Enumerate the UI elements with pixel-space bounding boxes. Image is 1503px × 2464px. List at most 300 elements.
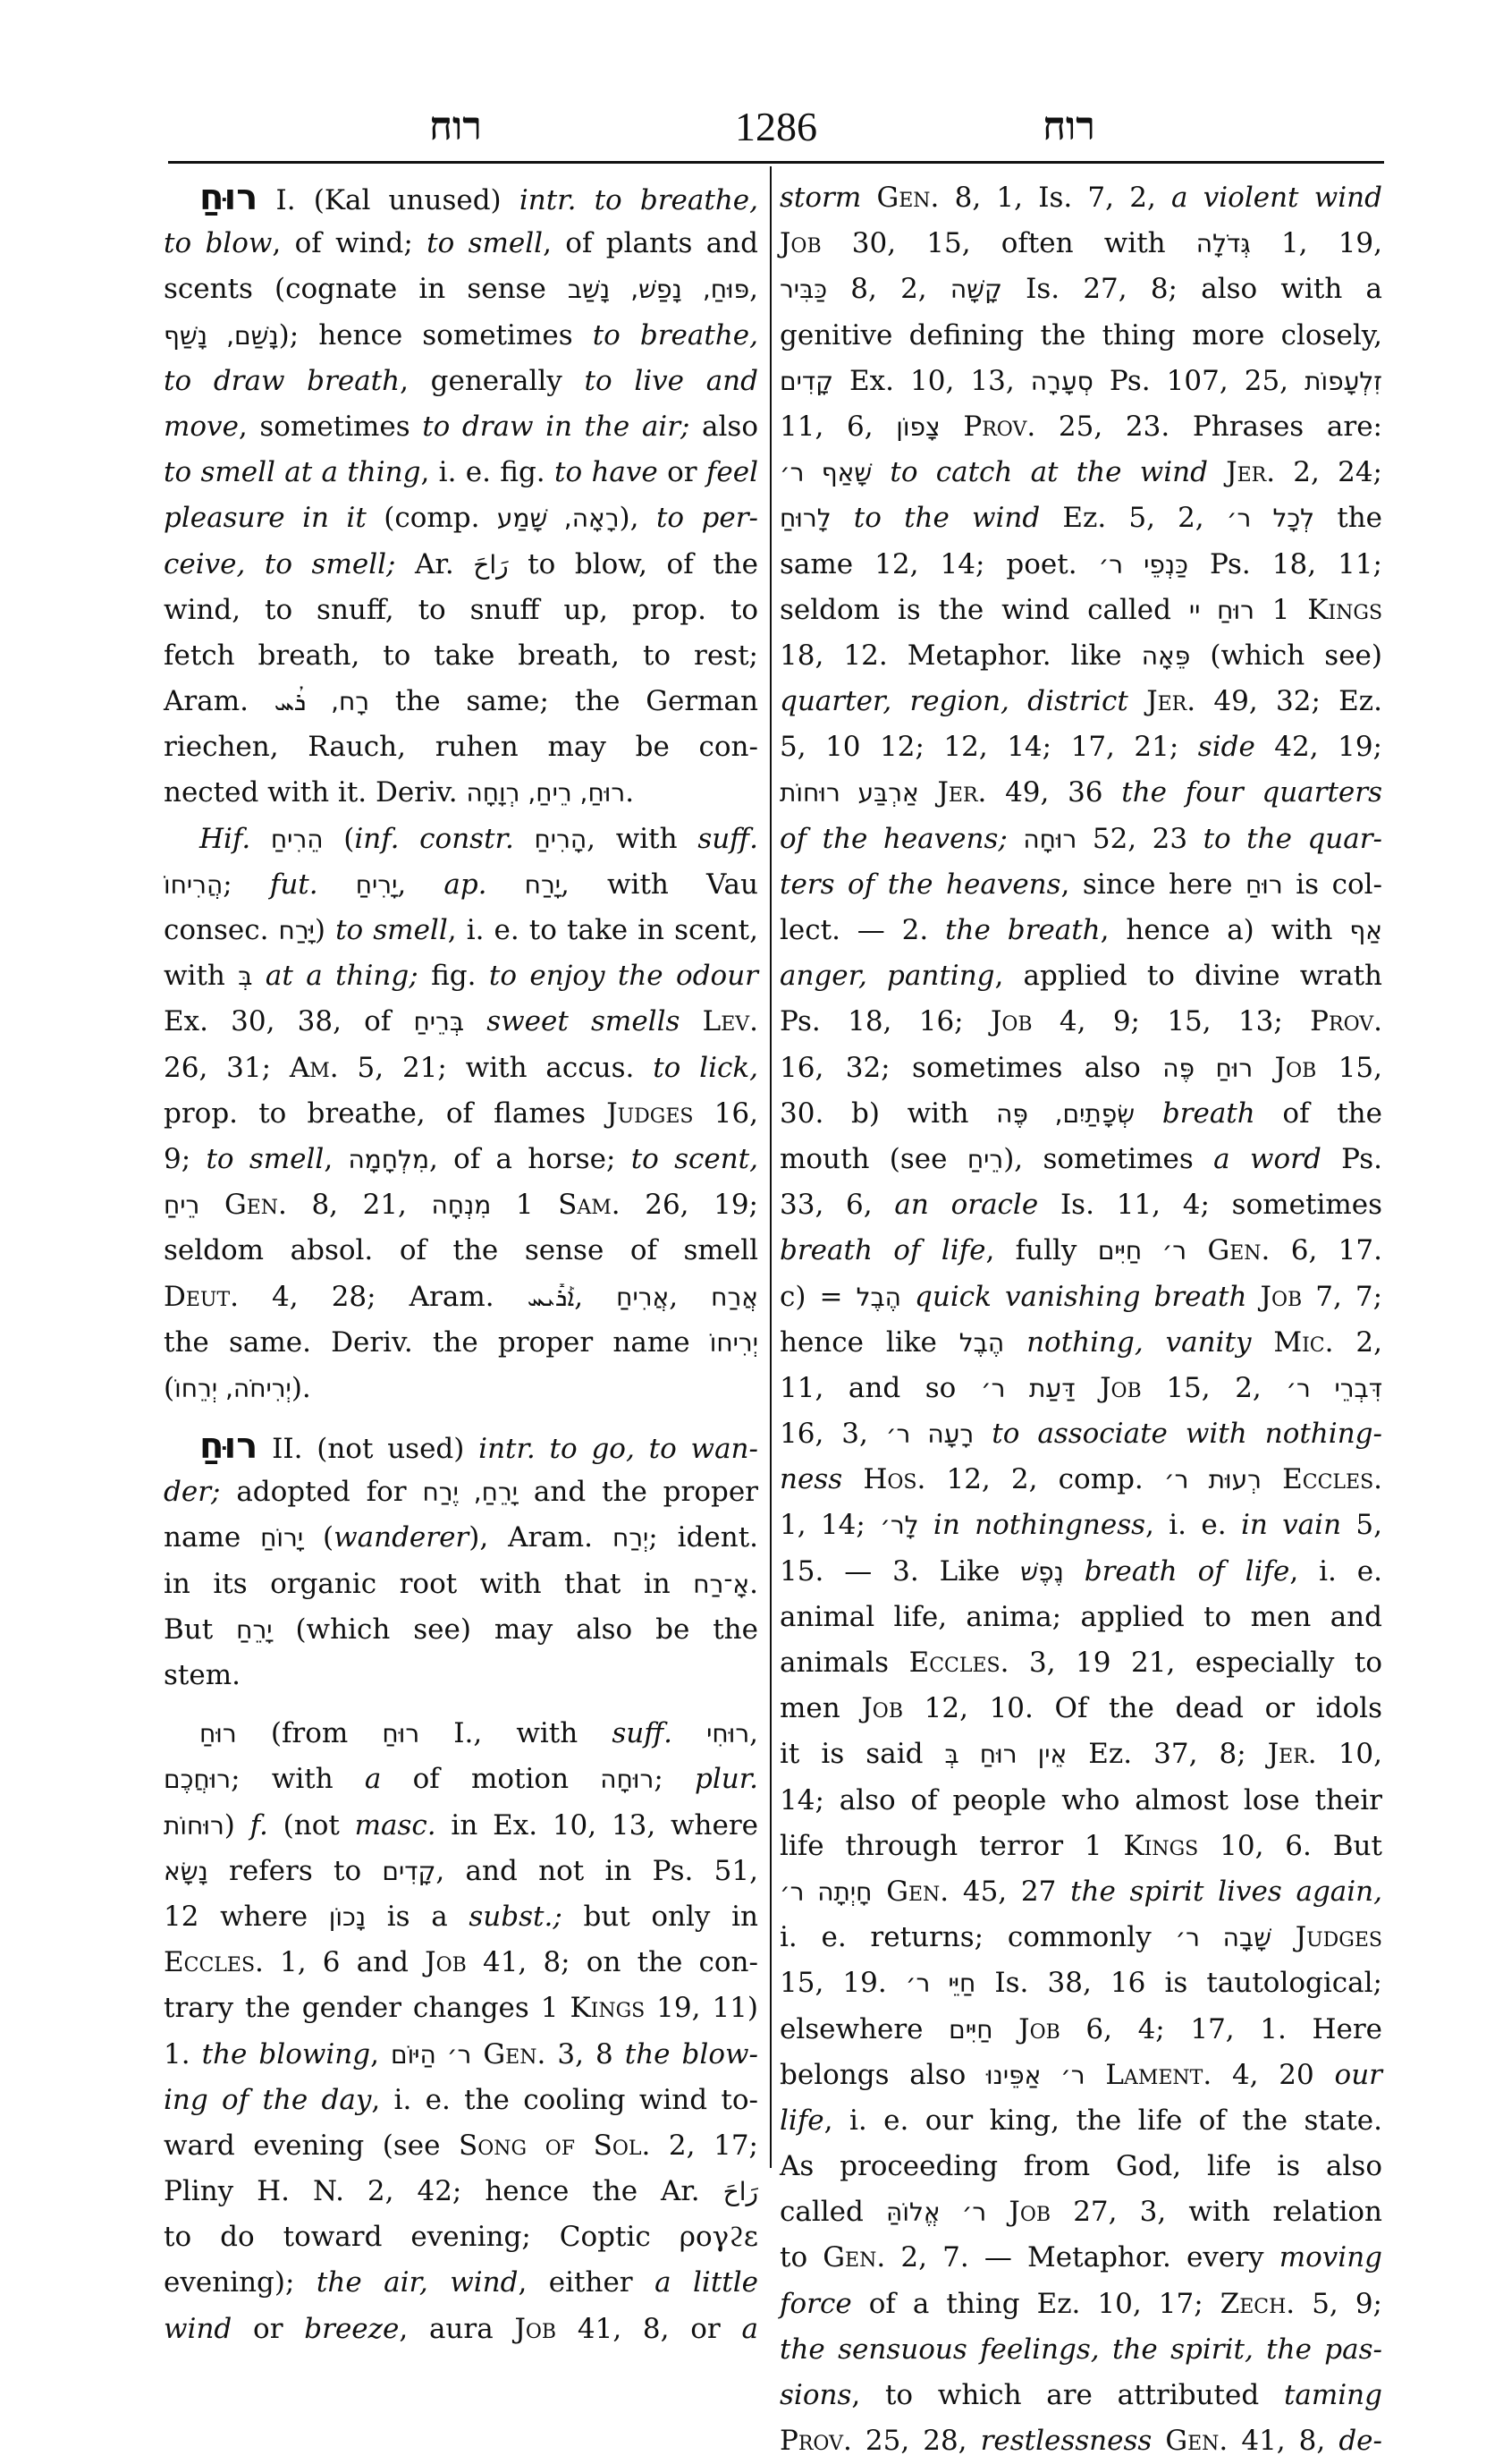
- right-column: [780, 175, 1382, 2464]
- hebrew-word: רוּחַ, רֵיחַ, רְוָחָה: [466, 778, 626, 809]
- text-span: of motion: [381, 1763, 601, 1796]
- text-span: refers to: [207, 1854, 383, 1887]
- text-span: 1: [491, 1189, 559, 1222]
- text-span: , of plants and: [543, 227, 758, 260]
- book-reference: Job: [1100, 1371, 1142, 1404]
- text-span: the: [1314, 502, 1383, 535]
- text-span: Ex. 30, 38, of: [164, 1005, 414, 1038]
- hebrew-word: רוּחָה: [600, 1765, 654, 1795]
- hebrew-word: חַיֵּי ר׳: [905, 1969, 976, 1999]
- text-line: [164, 313, 758, 359]
- text-span: to scent,: [630, 1142, 758, 1175]
- text-span: to: [780, 2241, 823, 2274]
- text-span: i. e. returns; commonly: [780, 1921, 1176, 1954]
- text-line: [780, 1182, 1382, 1228]
- book-reference: Job: [1018, 2012, 1060, 2045]
- hebrew-word: רוּחַ: [199, 1719, 237, 1749]
- book-reference: Kings: [1307, 593, 1383, 626]
- text-span: , i. e. fig.: [420, 456, 554, 489]
- text-span: (: [164, 1371, 175, 1404]
- text-span: , sometimes: [238, 410, 423, 443]
- text-line: [164, 1320, 758, 1366]
- text-span: Ar.: [395, 547, 474, 580]
- text-line: [164, 1228, 758, 1274]
- text-span: trary the gender changes 1: [164, 1992, 570, 2025]
- text-line: [780, 1091, 1382, 1137]
- text-span: [919, 776, 938, 809]
- text-span: c) =: [780, 1280, 857, 1313]
- text-line: [164, 2123, 758, 2169]
- text-span: suff.: [612, 1717, 673, 1750]
- text-span: , of wind;: [272, 227, 427, 260]
- text-span: 41, 8; on the con-: [466, 1946, 758, 1979]
- text-span: 3, 8: [545, 2037, 625, 2070]
- hebrew-word: שְׂפָתַיִם, פֶּה: [996, 1098, 1136, 1129]
- text-span: force: [780, 2287, 852, 2320]
- text-span: 4, 20: [1212, 2058, 1335, 2091]
- text-span: seldom absol. of the sense of smell: [164, 1234, 758, 1267]
- text-span: Ex. 10, 13,: [833, 364, 1031, 397]
- text-span: to live and: [584, 364, 758, 397]
- hebrew-word: רֵיחַ: [967, 1144, 1004, 1174]
- text-span: .: [749, 1567, 758, 1600]
- text-line: [164, 404, 758, 450]
- hebrew-word: קָדִים: [382, 1856, 436, 1886]
- text-line: [164, 1469, 758, 1515]
- hebrew-word: יְרַח: [612, 1523, 649, 1554]
- text-span: 8, 1, Is. 7, 2,: [939, 182, 1172, 214]
- text-line: [780, 1869, 1382, 1915]
- text-span: to the quar-: [1203, 822, 1382, 855]
- text-span: (which see) may also be the: [272, 1613, 758, 1646]
- text-span: breath of life: [1084, 1554, 1290, 1588]
- text-span: 5, 9;: [1295, 2287, 1382, 2320]
- text-span: ward evening (see: [164, 2129, 460, 2162]
- text-span: an oracle: [894, 1189, 1039, 1222]
- text-line: [780, 1732, 1382, 1777]
- text-span: [993, 2013, 1019, 2045]
- hebrew-word: פּוּחַ, נָפַשׁ, נָשַׁב: [567, 275, 750, 305]
- hebrew-word: כַּבִּיר: [780, 275, 828, 305]
- text-line: [780, 2007, 1382, 2053]
- book-reference: Gen.: [876, 182, 940, 214]
- text-span: [1076, 1372, 1101, 1404]
- book-reference: Gen.: [483, 2037, 546, 2070]
- text-span: 2, 17;: [650, 2129, 758, 2162]
- text-line: [164, 2214, 758, 2260]
- text-span: pleasure in it: [164, 502, 367, 535]
- text-span: restlessness: [980, 2425, 1153, 2458]
- text-line: [780, 221, 1382, 267]
- hebrew-word: רוּחִי: [706, 1719, 750, 1749]
- text-line: [780, 999, 1382, 1045]
- text-span: 16, 3,: [780, 1418, 886, 1451]
- text-line: [164, 1653, 758, 1698]
- text-span: the same. Deriv. the proper name: [164, 1325, 710, 1359]
- text-line: [780, 908, 1382, 953]
- text-span: evening);: [164, 2266, 317, 2299]
- text-line: [780, 2235, 1382, 2281]
- text-span: name: [164, 1521, 261, 1554]
- book-reference: Eccles.: [1282, 1463, 1383, 1496]
- text-span: [199, 1189, 224, 1221]
- text-span: [1008, 823, 1023, 855]
- text-span: , applied to divine wrath: [994, 960, 1383, 993]
- text-span: , i. e. to take in scent,: [447, 914, 758, 946]
- text-span: 26, 31;: [164, 1051, 290, 1084]
- text-span: same 12, 14; poet.: [780, 547, 1099, 580]
- text-span: 33, 6,: [780, 1189, 895, 1222]
- text-span: [250, 823, 271, 855]
- book-reference: Lament.: [1105, 2058, 1212, 2091]
- text-span: 16,: [693, 1097, 758, 1130]
- text-span: ).: [291, 1371, 311, 1404]
- text-span: der;: [164, 1476, 221, 1509]
- hebrew-word: סְעָרָה: [1030, 366, 1093, 396]
- text-span: Ps. 18, 11;: [1187, 547, 1383, 580]
- text-span: , with Vau: [561, 868, 758, 901]
- text-span: ; with: [231, 1763, 365, 1796]
- text-line: [780, 2053, 1382, 2098]
- text-span: , with: [587, 822, 698, 855]
- text-span: storm: [780, 182, 862, 214]
- text-span: 4, 9; 15, 13;: [1032, 1005, 1311, 1038]
- hebrew-word: חָיְתָה ר׳: [780, 1876, 873, 1907]
- text-span: 49, 32; Ez.: [1195, 685, 1382, 718]
- hebrew-word: הֲרִיחוֹ: [164, 869, 224, 900]
- text-span: [842, 1463, 863, 1495]
- text-line: [780, 1411, 1382, 1457]
- text-span: Is. 38, 16 is tautological;: [975, 1967, 1382, 2000]
- text-span: called: [780, 2196, 887, 2229]
- text-span: [318, 868, 356, 901]
- text-span: f.: [249, 1808, 268, 1842]
- text-span: 42, 19;: [1254, 731, 1382, 764]
- text-line: [780, 1686, 1382, 1732]
- left-column: [164, 175, 758, 2352]
- text-span: 8, 2,: [827, 273, 950, 306]
- text-line: [164, 1046, 758, 1091]
- hebrew-word: גְּדֹלָה: [1195, 229, 1251, 259]
- hebrew-word: רָאָה, שָׁמַע: [496, 504, 620, 534]
- text-span: quarter, region, district: [780, 685, 1128, 718]
- text-span: de-: [1338, 2425, 1382, 2458]
- text-span: lect. — 2.: [780, 914, 946, 946]
- text-span: 14; also of people who almost lose their: [780, 1783, 1382, 1816]
- text-span: ); hence sometimes: [278, 318, 593, 351]
- text-span: hence like: [780, 1325, 959, 1359]
- book-reference: Job: [990, 1005, 1033, 1038]
- book-reference: Job: [425, 1946, 467, 1979]
- hebrew-word: אָ־רַח: [693, 1569, 750, 1599]
- text-line: [780, 1274, 1382, 1320]
- hebrew-word: חַיִּים: [949, 2014, 993, 2045]
- text-span: sweet smells: [486, 1005, 680, 1038]
- text-line: [164, 1091, 758, 1137]
- text-span: the blow-: [624, 2037, 758, 2070]
- hebrew-word: הֶבֶל: [856, 1282, 901, 1312]
- text-span: move: [164, 410, 239, 443]
- hebrew-word: הָרִיחַ: [534, 824, 587, 854]
- text-span: or: [232, 2312, 305, 2345]
- book-reference: Eccles.: [908, 1647, 1009, 1679]
- book-reference: Song of Sol.: [459, 2129, 651, 2162]
- book-reference: Jer.: [937, 776, 987, 809]
- text-span: , generally: [400, 364, 585, 397]
- hebrew-word: יָרַח: [524, 869, 562, 900]
- text-span: ness: [780, 1463, 843, 1496]
- text-line: [164, 1607, 758, 1653]
- text-span: [1271, 1921, 1296, 1953]
- text-span: 15, 19.: [780, 1967, 906, 2000]
- text-span: [514, 823, 535, 855]
- text-span: , i. e.: [1145, 1509, 1241, 1542]
- hebrew-word: מִנְחָה: [431, 1190, 492, 1221]
- text-span: 41, 8,: [1228, 2425, 1339, 2458]
- text-span: of a thing Ez. 10, 17;: [851, 2287, 1220, 2320]
- hebrew-word: זִלְעָפוֹת: [1305, 366, 1382, 396]
- text-span: [872, 456, 890, 488]
- text-span: in nothingness: [933, 1509, 1146, 1542]
- hebrew-word: רֵיחַ: [164, 1190, 200, 1221]
- text-line: [164, 2307, 758, 2352]
- text-span: animal life, anima; applied to men and: [780, 1600, 1382, 1633]
- hebrew-word: רָח, ܪܳܚ: [274, 687, 370, 717]
- text-span: men: [780, 1692, 862, 1725]
- text-line: [780, 2282, 1382, 2327]
- hebrew-word: צָפוֹן: [896, 411, 941, 442]
- text-line: [780, 313, 1382, 359]
- text-span: 5, 10 12; 12, 14; 17, 21;: [780, 731, 1198, 764]
- header-rule: [168, 161, 1384, 164]
- hebrew-word: רוּחַ פֶּה: [1162, 1053, 1254, 1083]
- text-span: to have: [554, 456, 658, 489]
- text-span: to blow, of the: [508, 547, 758, 580]
- text-span: to do toward evening; Coptic: [164, 2221, 680, 2254]
- text-span: (comp.: [366, 502, 497, 535]
- hebrew-word: נָכוֹן: [328, 1901, 367, 1932]
- text-line: [164, 724, 758, 770]
- text-span: fut.: [269, 868, 318, 901]
- text-span: a violent wind: [1171, 182, 1382, 214]
- text-line: [780, 724, 1382, 770]
- text-line: [164, 633, 758, 679]
- book-reference: Kings: [570, 1992, 646, 2025]
- text-span: [680, 1005, 702, 1037]
- book-reference: Job: [514, 2312, 557, 2345]
- hebrew-word: ר׳ אַפֵּינוּ: [986, 2060, 1085, 2090]
- text-span: 1.: [164, 2037, 202, 2070]
- text-line: [164, 1562, 758, 1607]
- text-line: [780, 495, 1382, 541]
- text-line: [164, 817, 758, 862]
- text-span: to enjoy the odour: [488, 960, 758, 993]
- hebrew-word: מִלְחָמָה: [348, 1144, 429, 1174]
- text-span: scents (cognate in sense: [164, 273, 568, 306]
- text-span: 52, 23: [1077, 822, 1203, 855]
- text-span: , and not in Ps. 51,: [435, 1854, 758, 1887]
- text-span: , either: [518, 2266, 655, 2299]
- text-line: [164, 1849, 758, 1894]
- text-span: intr. to breathe,: [519, 184, 758, 216]
- text-span: ,: [669, 1280, 712, 1313]
- text-span: ap.: [443, 868, 487, 901]
- text-span: sions: [780, 2379, 852, 2411]
- book-reference: Lev.: [702, 1005, 759, 1038]
- text-span: [1246, 1281, 1260, 1313]
- text-span: ), sometimes: [1003, 1142, 1214, 1175]
- text-span: [1004, 1326, 1026, 1359]
- text-span: 30. b) with: [780, 1097, 997, 1130]
- book-reference: Judges: [1295, 1921, 1382, 1954]
- text-span: [901, 1281, 915, 1313]
- hebrew-word: רוּחַ: [199, 177, 258, 218]
- text-line: [780, 2327, 1382, 2373]
- hebrew-word: אֵין רוּחַ בְּ: [944, 1740, 1068, 1770]
- text-span: is col-: [1282, 868, 1382, 901]
- text-line: [780, 588, 1382, 633]
- hebrew-word: ר׳ חַיִּים: [1097, 1236, 1187, 1266]
- text-line: [780, 817, 1382, 862]
- text-span: 9;: [164, 1142, 207, 1175]
- text-span: with: [164, 960, 239, 993]
- hebrew-word: יָרֵחַ, יֶרַח: [422, 1478, 519, 1508]
- text-line: [780, 2189, 1382, 2235]
- text-span: fetch breath, to take breath, to rest;: [164, 639, 758, 672]
- text-span: ρογϩε: [679, 2221, 758, 2254]
- text-span: and the proper: [518, 1476, 758, 1509]
- text-span: 5, 21; with accus.: [338, 1051, 654, 1084]
- text-line: [164, 1515, 758, 1561]
- text-span: 12, 10. Of the dead or idols: [903, 1692, 1383, 1725]
- text-span: to smell at a thing: [164, 456, 421, 489]
- text-span: wind, to snuff, to snuff up, prop. to: [164, 593, 758, 626]
- text-line: [164, 359, 758, 404]
- text-span: ceive, to smell;: [164, 547, 396, 580]
- text-span: [986, 2196, 1009, 2228]
- text-span: 6, 17.: [1270, 1234, 1382, 1267]
- text-span: 15, 2,: [1141, 1371, 1287, 1404]
- text-line: [780, 1595, 1382, 1640]
- text-span: quick vanishing breath: [915, 1280, 1247, 1313]
- text-span: , fully: [985, 1234, 1098, 1267]
- header-catchword-right: רוח: [1043, 104, 1095, 149]
- text-line: [780, 1549, 1382, 1595]
- text-line: [164, 770, 758, 816]
- text-span: [1135, 1097, 1162, 1130]
- text-span: 1, 19,: [1250, 227, 1382, 260]
- text-line: [780, 175, 1382, 221]
- text-span: 1, 14;: [780, 1509, 881, 1542]
- text-line: [164, 1182, 758, 1228]
- text-span: mouth (see: [780, 1142, 967, 1175]
- text-line: [780, 1366, 1382, 1411]
- text-span: 11, and so: [780, 1371, 981, 1404]
- text-span: also: [689, 410, 758, 443]
- hebrew-word: שָׁאַף ר׳: [780, 458, 873, 488]
- text-line: [780, 404, 1382, 450]
- text-span: 18, 12. Metaphor. like: [780, 639, 1142, 672]
- text-line: [164, 1894, 758, 1940]
- text-span: elsewhere: [780, 2012, 950, 2045]
- hebrew-word: רוּחָה: [1023, 824, 1077, 854]
- book-reference: Job: [1009, 2196, 1051, 2229]
- text-line: [780, 267, 1382, 312]
- text-span: to smell: [206, 1142, 325, 1175]
- text-line: [164, 267, 758, 312]
- text-span: inf. constr.: [354, 822, 514, 855]
- hebrew-word: רוּחַ יי: [1188, 595, 1254, 625]
- text-line: [164, 1274, 758, 1320]
- text-span: nected with it. Deriv.: [164, 776, 467, 809]
- book-reference: Mic.: [1273, 1325, 1334, 1359]
- hebrew-word: יָרֵחַ: [236, 1614, 273, 1645]
- text-span: in its organic root with that in: [164, 1567, 694, 1600]
- text-span: ), Aram.: [469, 1521, 612, 1554]
- hebrew-word: נָשָׂא: [164, 1856, 208, 1886]
- text-line: [164, 1366, 758, 1411]
- hebrew-word: רְעוּת ר׳: [1163, 1465, 1262, 1495]
- text-span: [471, 2038, 483, 2070]
- book-reference: Deut.: [164, 1280, 239, 1313]
- text-span: 25, 23. Phrases are:: [1035, 410, 1382, 443]
- text-span: Pliny H. N. 2, 42; hence the Ar.: [164, 2175, 723, 2208]
- hebrew-word: יְרִיחוֹ: [709, 1327, 758, 1358]
- text-span: life: [780, 2104, 824, 2137]
- text-span: , i. e. our king, the life of the state.: [823, 2104, 1382, 2137]
- text-span: to breathe,: [592, 318, 758, 351]
- text-span: taming: [1283, 2379, 1382, 2411]
- text-span: Ps.: [1321, 1142, 1382, 1175]
- hebrew-word: לָרוּחַ: [780, 504, 832, 534]
- text-span: 7, 7;: [1302, 1280, 1383, 1313]
- hebrew-word: יָרוֹחַ: [260, 1523, 304, 1554]
- text-line: [780, 1778, 1382, 1824]
- text-span: 10, 6. But: [1198, 1829, 1382, 1862]
- text-span: Ez. 37, 8;: [1067, 1738, 1268, 1771]
- text-span: 4, 28; Aram.: [238, 1280, 528, 1313]
- text-span: in Ex. 10, 13, where: [435, 1808, 758, 1842]
- text-span: animals: [780, 1647, 909, 1679]
- hebrew-word: אֲרִיחַ: [616, 1282, 670, 1312]
- text-span: 6, 4; 17, 1. Here: [1060, 2012, 1382, 2045]
- text-line: [780, 1228, 1382, 1274]
- text-line: [164, 2169, 758, 2214]
- text-span: genitive defining the thing more closely,: [780, 318, 1382, 351]
- text-span: 15. — 3. Like: [780, 1554, 1021, 1588]
- hebrew-word: רוּחַ: [382, 1719, 420, 1749]
- text-span: Hif.: [199, 822, 251, 855]
- text-line: [780, 1320, 1382, 1366]
- hebrew-word: לְכָל ר׳: [1226, 504, 1315, 534]
- text-span: life through terror 1: [780, 1829, 1124, 1862]
- hebrew-word: ר׳ אֱלוֹהַּ: [886, 2197, 987, 2228]
- text-span: fig.: [418, 960, 489, 993]
- text-span: to smell: [335, 914, 448, 946]
- text-span: Aram.: [164, 685, 274, 718]
- text-span: or: [657, 456, 706, 489]
- text-span: our: [1334, 2058, 1382, 2091]
- text-span: the spirit lives again,: [1070, 1875, 1383, 1908]
- text-line: [164, 1137, 758, 1182]
- text-span: in vain: [1240, 1509, 1342, 1542]
- hebrew-word: בְּרֵיחַ: [413, 1007, 465, 1037]
- text-span: , i. e.: [1289, 1554, 1382, 1588]
- text-span: ; ident.: [648, 1521, 759, 1554]
- book-reference: Gen.: [1165, 2425, 1229, 2458]
- text-line: [164, 495, 758, 541]
- text-line: [164, 1711, 758, 1757]
